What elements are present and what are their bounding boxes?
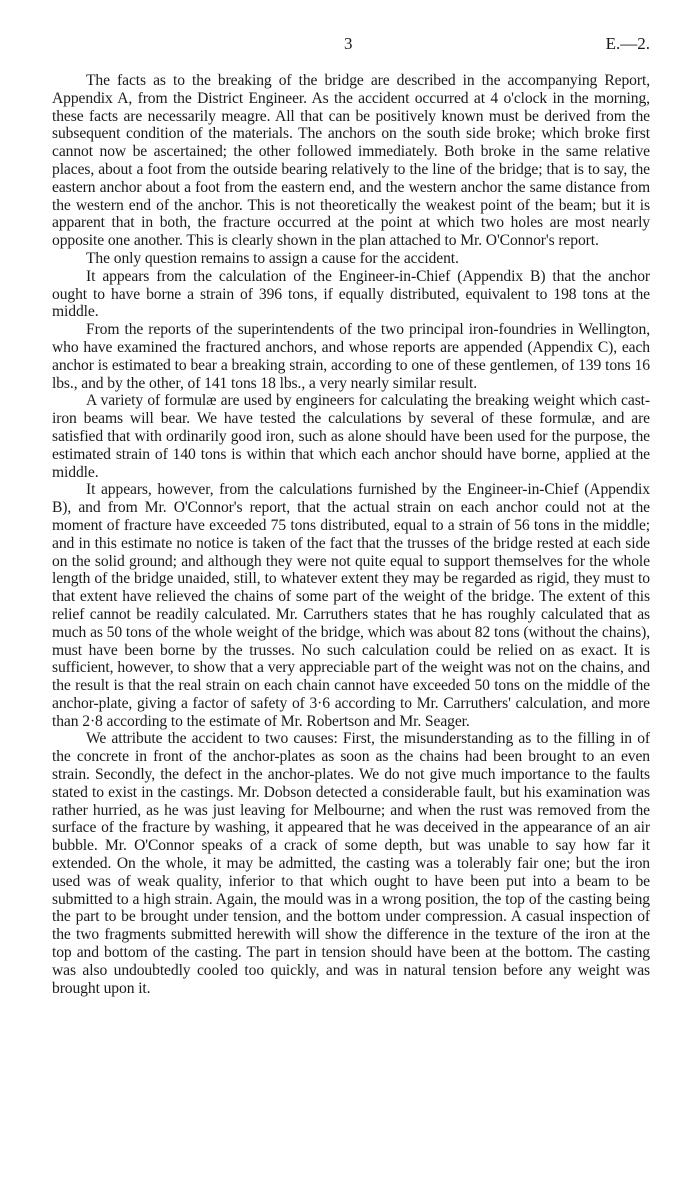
document-page [52, 34, 650, 997]
paragraph-question: The only question remains to assign a cause for the accident. [86, 249, 459, 267]
paragraph-causes: We attribute the accident to two causes: First, the misunderstanding as to the filling in of the concrete in front of the anchor-plates as soon as the chains had been brought to an even strain. Secondly, the defect in the anchor-plates. We do not give much importance to the faults stated to exist in the castings. Mr. Dobson detected a considerable fault, but his examination was rather hurried, as he was just leaving for Melbourne; and when the rust was removed from the surface of the fracture by washing, it appeared that he was deceived in the appearance of an air bubble. Mr. O'Connor speaks of a crack of some depth, but was unable to say how far it extended. On the whole, it may be admitted, the casting was a tolerably fair one; but the iron used was of weak quality, inferior to that which ought to have been put into a beam to be submitted to a high strain. Again, the mould was in a wrong position, the top of the casting being the part to be brought under tension, and the bottom under compression. A casual inspection of the two fragments submitted herewith will show the difference in the texture of the iron at the top and bottom of the casting. The part in tension should have been at the bottom. The casting was also undoubtedly cooled too quickly, and was in natural tension before any weight was brought upon it. [52, 730, 650, 997]
paragraph-facts: The facts as to the breaking of the bridge are described in the accompanying Report, Appendix A, from the District Engineer. As the accident occurred at 4 o'clock in the morning, these facts are necessarily meagre. All that can be positively known must be derived from the subsequent condition of the materials. The anchors on the south side broke; which broke first cannot now be ascertained; the other followed immediately. Both broke in the same relative places, about a foot from the outside bearing relatively to the line of the bridge; that is to say, the eastern anchor about a foot from the eastern end, and the western anchor the same distance from the western end of the anchor. This is not theoretically the weakest point of the beam; but it is apparent that in both, the fracture occurred at the point at which two holes are most nearly opposite one another. This is clearly shown in the plan attached to Mr. O'Connor's report. [52, 72, 650, 250]
page-header [52, 34, 650, 60]
document-reference: E.—2. [605, 34, 650, 53]
paragraph-foundry-reports: From the reports of the superintendents of the two principal iron-foundries in Wellington, who have examined the fractured anchors, and whose reports are appended (Appendix C), each anchor is estimated to bear a breaking strain, according to one of these gentlemen, of 139 tons 16 lbs., and by the other, of 141 tons 18 lbs., a very nearly similar result. [52, 321, 650, 392]
paragraph-formulae: A variety of formulæ are used by engineers for calculating the breaking weight which cast-iron beams will bear. We have tested the calculations by several of these formulæ, and are satisfied that with ordinarily good iron, such as alone should have been used for the purpose, the estimated strain of 140 tons is within that which each anchor should have borne, applied at the middle. [52, 392, 650, 481]
paragraph-calculation: It appears from the calculation of the Engineer-in-Chief (Appendix B) that the anchor ought to have borne a strain of 396 tons, if equally distributed, equivalent to 198 tons at the middle. [52, 267, 650, 321]
page-number: 3 [344, 34, 353, 53]
body-text [52, 72, 650, 997]
paragraph-actual-strain: It appears, however, from the calculations furnished by the Engineer-in-Chief (Appendix B), and from Mr. O'Connor's report, that the actual strain on each anchor could not at the moment of fracture have exceeded 75 tons distributed, equal to a strain of 56 tons in the middle; and in this estimate no notice is taken of the fact that the trusses of the bridge rested at each side on the solid ground; and although they were not quite equal to support themselves for the whole length of the bridge unaided, still, to whatever extent they may be regarded as rigid, they must to that extent have relieved the chains of some part of the weight of the bridge. The extent of this relief cannot be readily calculated. Mr. Carruthers states that he has roughly calculated that as much as 50 tons of the whole weight of the bridge, which was about 82 tons (without the chains), must have been borne by the trusses. No such calculation could be relied on as exact. It is sufficient, however, to show that a very appreciable part of the weight was not on the chains, and the result is that the real strain on each chain cannot have exceeded 50 tons on the middle of the anchor-plate, giving a factor of safety of 3·6 according to Mr. Carruthers' calculation, and more than 2·8 according to the estimate of Mr. Robertson and Mr. Seager. [52, 481, 650, 730]
